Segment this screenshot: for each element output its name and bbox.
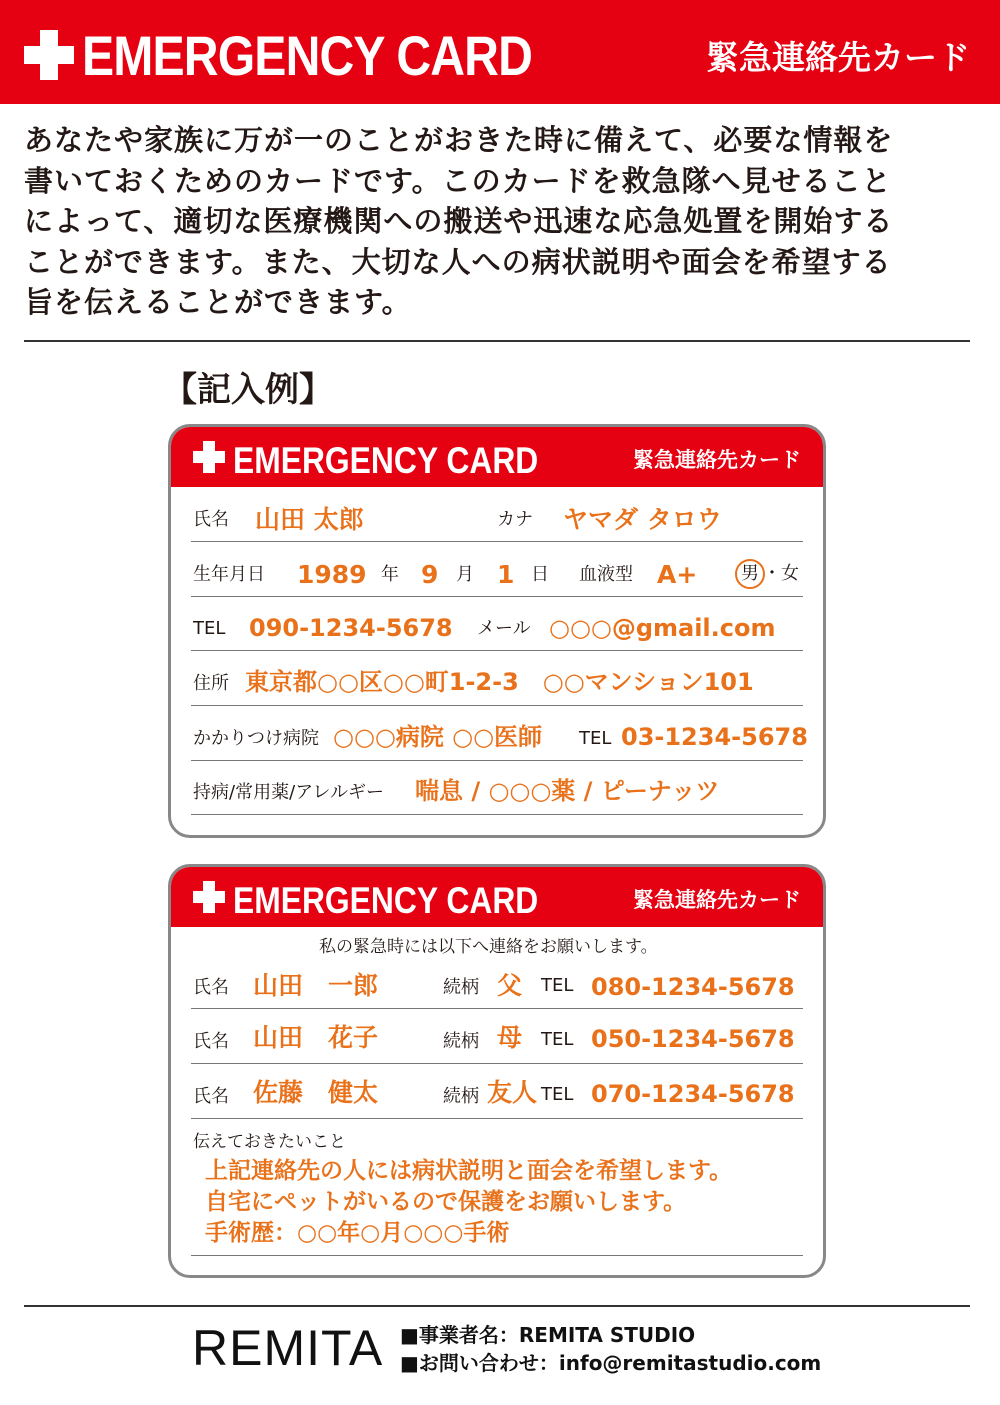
card-title: EMERGENCY CARD — [233, 440, 539, 481]
contact-tel-label: TEL — [541, 1084, 574, 1105]
intro-line: ことができます。また、大切な人への病状説明や面会を希望する — [24, 244, 892, 279]
contact-relation-label: 続柄 — [443, 977, 479, 998]
contact-name: 佐藤 健太 — [253, 1078, 379, 1107]
birth-month: 9 — [421, 560, 439, 589]
contact-instruction: 私の緊急時には以下へ連絡をお願いします。 — [319, 937, 658, 957]
message-line: 自宅にペットがいるので保護をお願いします。 — [205, 1189, 687, 1215]
address-value: 東京都○○区○○町1-2-3 ○○マンション101 — [245, 668, 754, 696]
contact-tel: 050-1234-5678 — [591, 1025, 795, 1053]
cross-icon — [193, 881, 225, 913]
year-unit: 年 — [381, 564, 399, 585]
top-banner — [0, 0, 1000, 104]
contact-relation: 母 — [497, 1023, 523, 1052]
cross-icon — [24, 30, 74, 80]
blood-label: 血液型 — [579, 564, 633, 585]
row-divider — [191, 1008, 803, 1009]
message-line: 上記連絡先の人には病状説明と面会を希望します。 — [205, 1158, 733, 1184]
sex-separator: ・ — [763, 563, 781, 584]
example-heading: 【記入例】 — [163, 370, 333, 410]
row-divider — [191, 1118, 803, 1119]
mail-label: メール — [477, 618, 531, 639]
banner-subtitle: 緊急連絡先カード — [706, 38, 970, 77]
hospital-tel-value: 03-1234-5678 — [621, 723, 808, 751]
row-divider — [191, 814, 803, 815]
message-line: 手術歴：○○年○月○○○手術 — [205, 1220, 510, 1246]
contact-name-label: 氏名 — [193, 1086, 229, 1107]
address-label: 住所 — [193, 673, 229, 694]
sex-female: 女 — [781, 563, 799, 584]
contact-tel: 080-1234-5678 — [591, 973, 795, 1001]
row-divider — [191, 650, 803, 651]
contact-relation: 父 — [497, 971, 523, 1000]
birth-day: 1 — [497, 560, 515, 589]
contact-name-label: 氏名 — [193, 977, 229, 998]
contact-relation-label: 続柄 — [443, 1031, 479, 1052]
contact-relation-label: 続柄 — [443, 1086, 479, 1107]
birth-year: 1989 — [297, 560, 367, 589]
kana-label: カナ — [497, 509, 533, 530]
card-subtitle: 緊急連絡先カード — [633, 448, 801, 472]
tel-value: 090-1234-5678 — [249, 614, 453, 642]
business-name: ■事業者名：REMITA STUDIO — [400, 1323, 696, 1347]
example-card-personal — [168, 424, 826, 838]
mail-value: ○○○@gmail.com — [549, 614, 776, 642]
row-divider — [191, 1255, 803, 1256]
intro-line: によって、適切な医療機関への搬送や迅速な応急処置を開始する — [24, 204, 894, 238]
message-label: 伝えておきたいこと — [193, 1132, 346, 1152]
medical-label: 持病/常用薬/アレルギー — [193, 782, 384, 803]
contact-tel: 070-1234-5678 — [591, 1080, 795, 1108]
row-divider — [191, 705, 803, 706]
banner-title: EMERGENCY CARD — [82, 24, 532, 87]
intro-paragraph — [24, 120, 979, 323]
tel-label: TEL — [193, 618, 226, 639]
hospital-label: かかりつけ病院 — [193, 728, 319, 749]
divider — [24, 340, 970, 342]
row-divider — [191, 541, 803, 542]
day-unit: 日 — [531, 564, 549, 585]
row-divider — [191, 760, 803, 761]
intro-line: 旨を伝えることができます。 — [24, 285, 412, 319]
card-header — [171, 427, 823, 487]
card-subtitle: 緊急連絡先カード — [633, 888, 801, 912]
medical-value: 喘息 / ○○○薬 / ピーナッツ — [415, 777, 720, 805]
name-label: 氏名 — [193, 509, 229, 530]
hospital-value: ○○○病院 ○○医師 — [333, 723, 543, 751]
contact-name-label: 氏名 — [193, 1031, 229, 1052]
intro-line: 書いておくためのカードです。このカードを救急隊へ見せること — [24, 163, 892, 198]
example-card-contacts — [168, 864, 826, 1278]
birth-label: 生年月日 — [193, 564, 265, 585]
blood-value: A+ — [657, 560, 698, 589]
cross-icon — [193, 441, 225, 473]
contact-email[interactable]: ■お問い合わせ：info@remitastudio.com — [400, 1351, 822, 1375]
contact-name: 山田 花子 — [253, 1023, 379, 1052]
hospital-tel-label: TEL — [579, 728, 612, 749]
contact-tel-label: TEL — [541, 975, 574, 996]
row-divider — [191, 1063, 803, 1064]
contact-relation: 友人 — [487, 1078, 538, 1107]
month-unit: 月 — [456, 564, 474, 585]
kana-value: ヤマダ タロウ — [563, 505, 722, 534]
footer-divider — [24, 1305, 970, 1307]
card-title: EMERGENCY CARD — [233, 880, 539, 921]
contact-name: 山田 一郎 — [253, 971, 379, 1000]
row-divider — [191, 596, 803, 597]
brand-logo: REMITA — [192, 1320, 384, 1376]
sex-male: 男 — [741, 563, 759, 584]
name-value: 山田 太郎 — [255, 505, 364, 534]
intro-line: あなたや家族に万が一のことがおきた時に備えて、必要な情報を — [24, 123, 894, 157]
card-header — [171, 867, 823, 927]
contact-tel-label: TEL — [541, 1029, 574, 1050]
